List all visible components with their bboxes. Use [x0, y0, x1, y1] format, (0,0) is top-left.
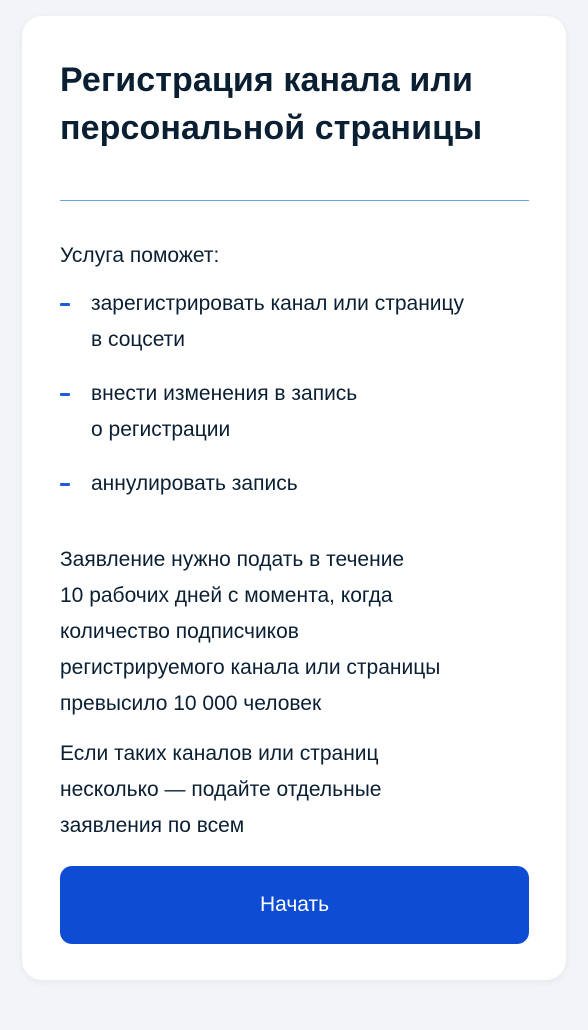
start-button[interactable]: Начать: [60, 866, 529, 944]
list-item-label: внести изменения в запись о регистрации: [91, 382, 358, 441]
list-item-label: аннулировать запись: [91, 472, 298, 495]
deadline-paragraph: Заявление нужно подать в течение 10 рабочих дней с момента, когда количество подписчиков регистрируемого канала или страницы превысило 10 000 человек: [60, 548, 441, 715]
list-item-cancel: [60, 466, 529, 502]
service-list: [60, 286, 529, 502]
list-item-register: [60, 286, 529, 358]
list-item-modify: [60, 376, 529, 448]
divider: [60, 200, 529, 201]
intro-text: Услуга поможет:: [60, 244, 220, 267]
service-card: [22, 16, 566, 980]
dash-icon: [60, 483, 70, 486]
page-title: Регистрация канала или персональной страницы: [60, 61, 483, 147]
list-item-label: зарегистрировать канал или страницу в соцсети: [91, 292, 465, 351]
dash-icon: [60, 393, 70, 396]
multiple-channels-paragraph: Если таких каналов или страниц несколько — подайте отдельные заявления по всем: [60, 742, 382, 837]
dash-icon: [60, 303, 70, 306]
